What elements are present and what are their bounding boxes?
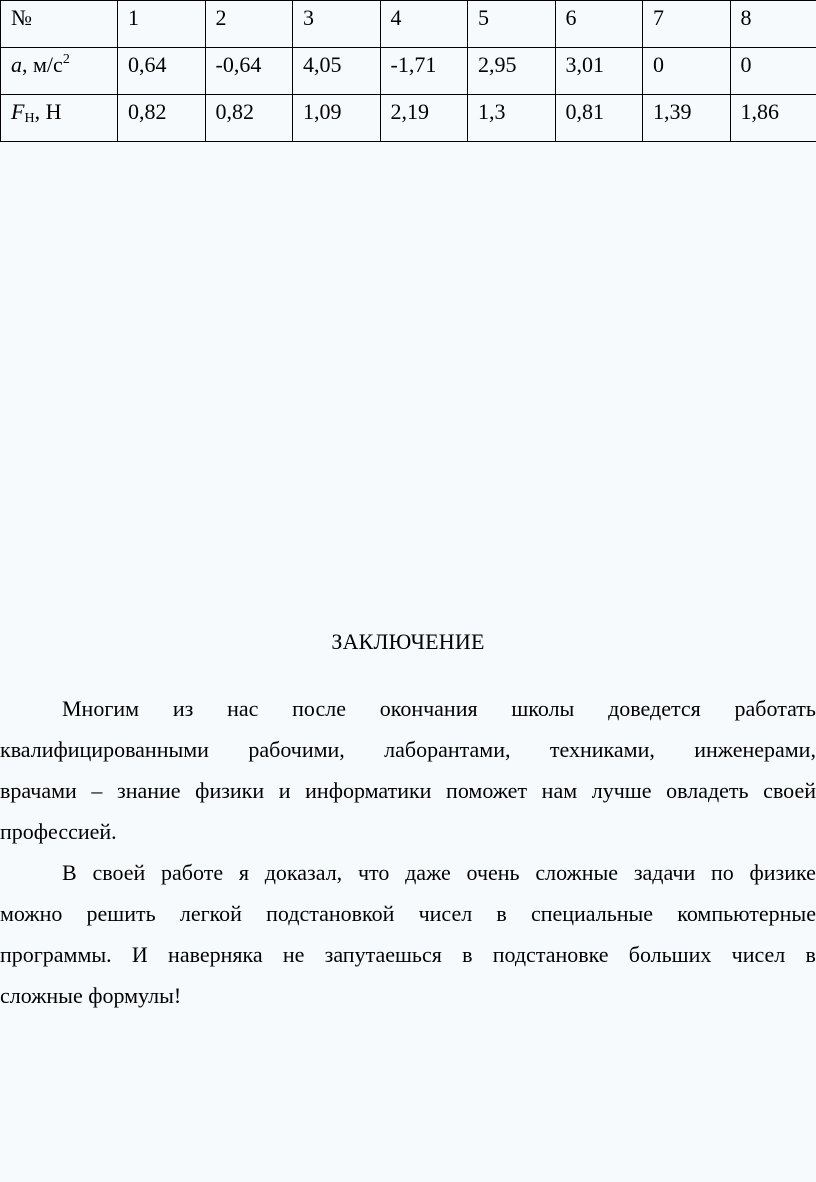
table-header-cell: 7 bbox=[643, 1, 731, 48]
table-cell: 1,86 bbox=[730, 95, 816, 142]
table-cell: 4,05 bbox=[293, 48, 381, 95]
paragraph-line bbox=[0, 893, 816, 934]
table-row-tension-force bbox=[1, 95, 816, 142]
paragraph-word: работать bbox=[734, 696, 816, 721]
table-cell: 0,82 bbox=[118, 95, 206, 142]
paragraph-word: школы bbox=[511, 696, 575, 721]
table-cell: -0,64 bbox=[205, 48, 293, 95]
paragraph-word: своей bbox=[92, 860, 146, 885]
table-header-row bbox=[1, 1, 816, 48]
paragraph-word: по bbox=[710, 860, 734, 885]
paragraph-word: можно bbox=[0, 901, 63, 926]
paragraph-word: в bbox=[805, 942, 816, 967]
paragraph-word: инженерами, bbox=[694, 737, 816, 762]
table-header-cell: 4 bbox=[380, 1, 468, 48]
paragraph-word: лаборантами, bbox=[384, 737, 511, 762]
table-cell: 3,01 bbox=[555, 48, 643, 95]
conclusion-paragraph-2 bbox=[0, 852, 816, 1016]
table-cell: 1,09 bbox=[293, 95, 381, 142]
table-cell: 1,3 bbox=[468, 95, 556, 142]
table-cell: 0 bbox=[730, 48, 816, 95]
table-cell: -1,71 bbox=[380, 48, 468, 95]
acceleration-symbol: a bbox=[11, 52, 22, 77]
paragraph-word: подстановкой bbox=[266, 901, 395, 926]
paragraph-line bbox=[0, 934, 816, 975]
paragraph-line bbox=[0, 729, 816, 770]
paragraph-word: не bbox=[282, 942, 305, 967]
table-header-cell: 1 bbox=[118, 1, 206, 48]
acceleration-unit-exponent: 2 bbox=[62, 52, 70, 67]
measurement-table bbox=[0, 0, 816, 142]
paragraph-line: врачами – знание физики и информатики поможет нам лучше овладеть своей bbox=[0, 778, 816, 803]
paragraph-line: сложные формулы! bbox=[0, 983, 182, 1008]
table-cell: 2,19 bbox=[380, 95, 468, 142]
conclusion-paragraph-1 bbox=[0, 688, 816, 852]
paragraph-word: наверняка bbox=[168, 942, 263, 967]
table-cell: 0,64 bbox=[118, 48, 206, 95]
paragraph-word: больших bbox=[628, 942, 712, 967]
paragraph-word: И bbox=[131, 942, 148, 967]
paragraph-word: физике bbox=[749, 860, 816, 885]
force-symbol: F bbox=[11, 99, 25, 124]
paragraph-word: даже bbox=[405, 860, 451, 885]
table-header-cell: 3 bbox=[293, 1, 381, 48]
paragraph-word: легкой bbox=[179, 901, 242, 926]
paragraph-word: задачи bbox=[633, 860, 696, 885]
paragraph-word: чисел bbox=[418, 901, 473, 926]
table-cell: 2,95 bbox=[468, 48, 556, 95]
paragraph-word: В bbox=[62, 860, 77, 885]
paragraph-word: очень bbox=[466, 860, 520, 885]
table-cell: 0,82 bbox=[205, 95, 293, 142]
row-label-tension-force bbox=[1, 95, 118, 142]
paragraph-word: окончания bbox=[379, 696, 478, 721]
paragraph-word: квалифицированными bbox=[0, 737, 209, 762]
table-cell: 0 bbox=[643, 48, 731, 95]
paragraph-word: после bbox=[292, 696, 346, 721]
table-cell: 1,39 bbox=[643, 95, 731, 142]
row-label-acceleration bbox=[1, 48, 118, 95]
paragraph-word: запутаешься bbox=[324, 942, 442, 967]
paragraph-word: доказал, bbox=[264, 860, 343, 885]
paragraph-word: рабочими, bbox=[248, 737, 345, 762]
paragraph-word: решить bbox=[86, 901, 156, 926]
acceleration-unit: , м/с bbox=[22, 52, 63, 77]
table-header-cell: 2 bbox=[205, 1, 293, 48]
paragraph-word: нас bbox=[227, 696, 259, 721]
table-header-cell: № bbox=[1, 1, 118, 48]
force-subscript: Н bbox=[24, 111, 35, 126]
paragraph-word: я bbox=[238, 860, 249, 885]
table-row-acceleration bbox=[1, 48, 816, 95]
paragraph-word: что bbox=[357, 860, 390, 885]
paragraph-word: компьютерные bbox=[677, 901, 816, 926]
paragraph-word: доведется bbox=[608, 696, 701, 721]
paragraph-word: специальные bbox=[530, 901, 654, 926]
paragraph-line bbox=[0, 852, 816, 893]
paragraph-word: из bbox=[172, 696, 194, 721]
table-header-cell: 8 bbox=[730, 1, 816, 48]
table-cell: 0,81 bbox=[555, 95, 643, 142]
paragraph-word: Многим bbox=[62, 696, 140, 721]
paragraph-word: техниками, bbox=[549, 737, 655, 762]
paragraph-word: программы. bbox=[0, 942, 112, 967]
paragraph-word: сложные bbox=[535, 860, 619, 885]
paragraph-word: работе bbox=[161, 860, 224, 885]
conclusion-heading: ЗАКЛЮЧЕНИЕ bbox=[331, 629, 485, 654]
paragraph-word: в bbox=[496, 901, 507, 926]
paragraph-word: чисел bbox=[731, 942, 786, 967]
paragraph-line bbox=[0, 688, 816, 729]
paragraph-line: профессией. bbox=[0, 819, 117, 844]
table-header-cell: 5 bbox=[468, 1, 556, 48]
force-unit: , Н bbox=[34, 99, 62, 124]
table-header-cell: 6 bbox=[555, 1, 643, 48]
paragraph-word: в bbox=[462, 942, 473, 967]
paragraph-word: подстановке bbox=[492, 942, 609, 967]
